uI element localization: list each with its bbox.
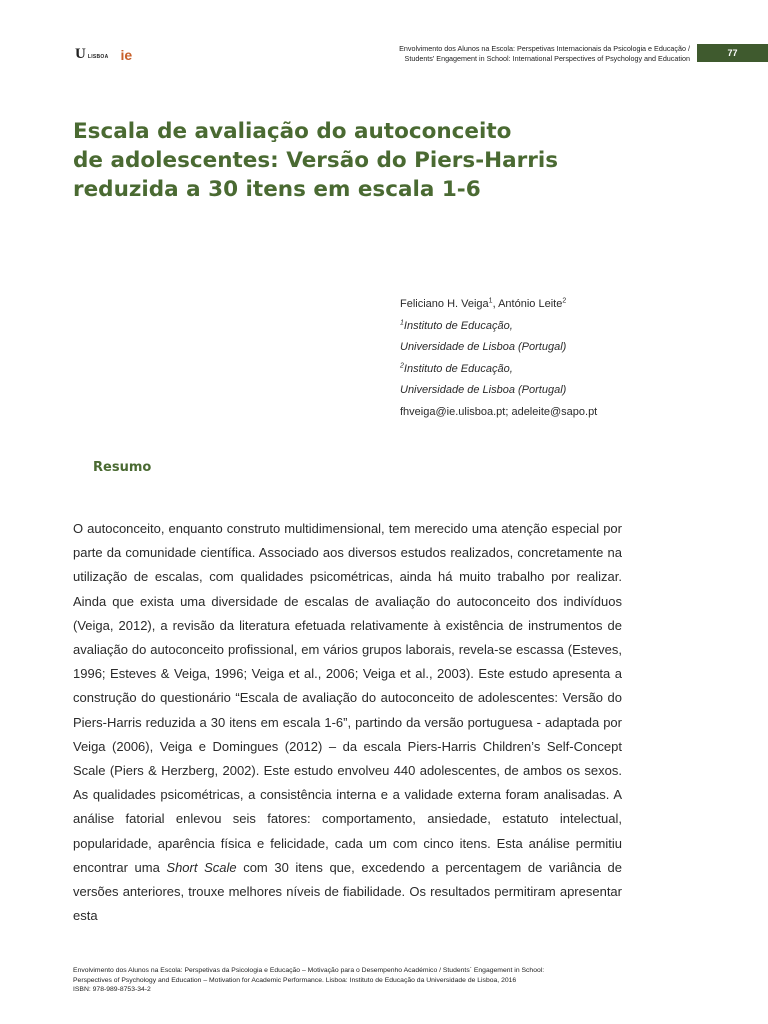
paper-title [73, 117, 633, 204]
page-number: 77 [727, 48, 738, 58]
footer-line-1: Envolvimento dos Alunos na Escola: Perspetivas da Psicologia e Educação – Motivação para o Desempenho Académico / Students´ Engagement in School: [73, 967, 545, 974]
running-title-en: Students' Engagement in School: International Perspectives of Psychology and Education [404, 54, 690, 63]
ulisboa-logo-text: LISBOA [87, 54, 109, 60]
footer-isbn: ISBN: 978-989-8753-34-2 [73, 986, 151, 994]
affiliation-1-sup: 1 [400, 318, 404, 326]
ie-logo: ie [120, 46, 133, 63]
title-line-2: de adolescentes: Versão do Piers-Harris [73, 148, 559, 173]
author-emails: fhveiga@ie.ulisboa.pt; adeleite@sapo.pt [400, 405, 598, 418]
author-2: António Leite [498, 298, 563, 310]
abstract-italic-term: Short Scale [166, 859, 237, 875]
author-separator: , [492, 298, 499, 310]
footer-line-2: Perspectives of Psychology and Education – Motivation for Academic Performance. Lisboa: Instituto de Educação da Universidade de Lisboa, 2016 [73, 976, 517, 984]
affiliation-2-line-1: $^2$Instituto de Educação, [400, 361, 513, 375]
affiliation-1-line-2: Universidade de Lisboa (Portugal) [400, 341, 567, 353]
affiliation-2-line-2: Universidade de Lisboa (Portugal) [400, 384, 567, 396]
author-1: Feliciano H. Veiga [400, 298, 489, 310]
running-header [399, 44, 690, 64]
title-line-1: Escala de avaliação do autoconceito [73, 119, 512, 144]
author-block [400, 294, 597, 423]
page-footer [73, 966, 673, 995]
title-line-3: reduzida a 30 itens em escala 1-6 [73, 177, 481, 202]
abstract-heading: Resumo [93, 460, 152, 475]
author-1-sup: 1 [488, 297, 493, 305]
author-2-sup: 2 [562, 297, 567, 305]
running-title-pt: Envolvimento dos Alunos na Escola: Perspetivas Internacionais da Psicologia e Educação / [399, 44, 690, 53]
ulisboa-logo: U [75, 46, 86, 62]
author-names [400, 294, 597, 316]
affiliation-1-line-1: $^1$Instituto de Educação, [400, 318, 513, 332]
header-logos [75, 46, 132, 63]
abstract-text: O autoconceito, enquanto construto multidimensional, tem merecido uma atenção especial por parte da comunidade científica. Associado aos diversos estudos realizados, concretamente na utilização de escalas, com qualidades psicométricas, ainda há muito trabalho por realizar. Ainda que exista uma diversidade de escalas de avaliação do autoconceito dos indivíduos (Veiga, 2012), a revisão da literatura efetuada relativamente à existência de instrumentos de avaliação do autoconceito profissional, em vários grupos laborais, revela-se escassa (Esteves, 1996; Esteves & Veiga, 1996; Veiga et al., 2006; Veiga et al., 2003). Este estudo apresenta a construção do questionário “Escala de avaliação do autoconceito de adolescentes: Versão do Piers-Harris reduzida a 30 itens em escala 1-6”, partindo da versão portuguesa - adaptada por Veiga (2006), Veiga e Domingues (2012) – da escala Piers-Harris Children’s Self-Concept Scale (Piers & Herzberg, 2002). Este estudo envolveu 440 adolescentes, de ambos os sexos. As qualidades psicométricas, a consistência interna e a validade externa foram analisadas. A análise fatorial enlevou seis fatores: comportamento, ansiedade, estatuto intelectual, popularidade, aparência física e felicidade, cada um com cinco itens. Esta análise permitiu encontrar uma Short Scale com 30 itens que, excedendo a percentagem de variância de versões anteriores, trouxe melhores níveis de fiabilidade. Os resultados permitiram apresentar esta [73, 521, 622, 924]
page-number-badge [697, 44, 768, 62]
affiliation-2-sup: 2 [400, 361, 404, 369]
